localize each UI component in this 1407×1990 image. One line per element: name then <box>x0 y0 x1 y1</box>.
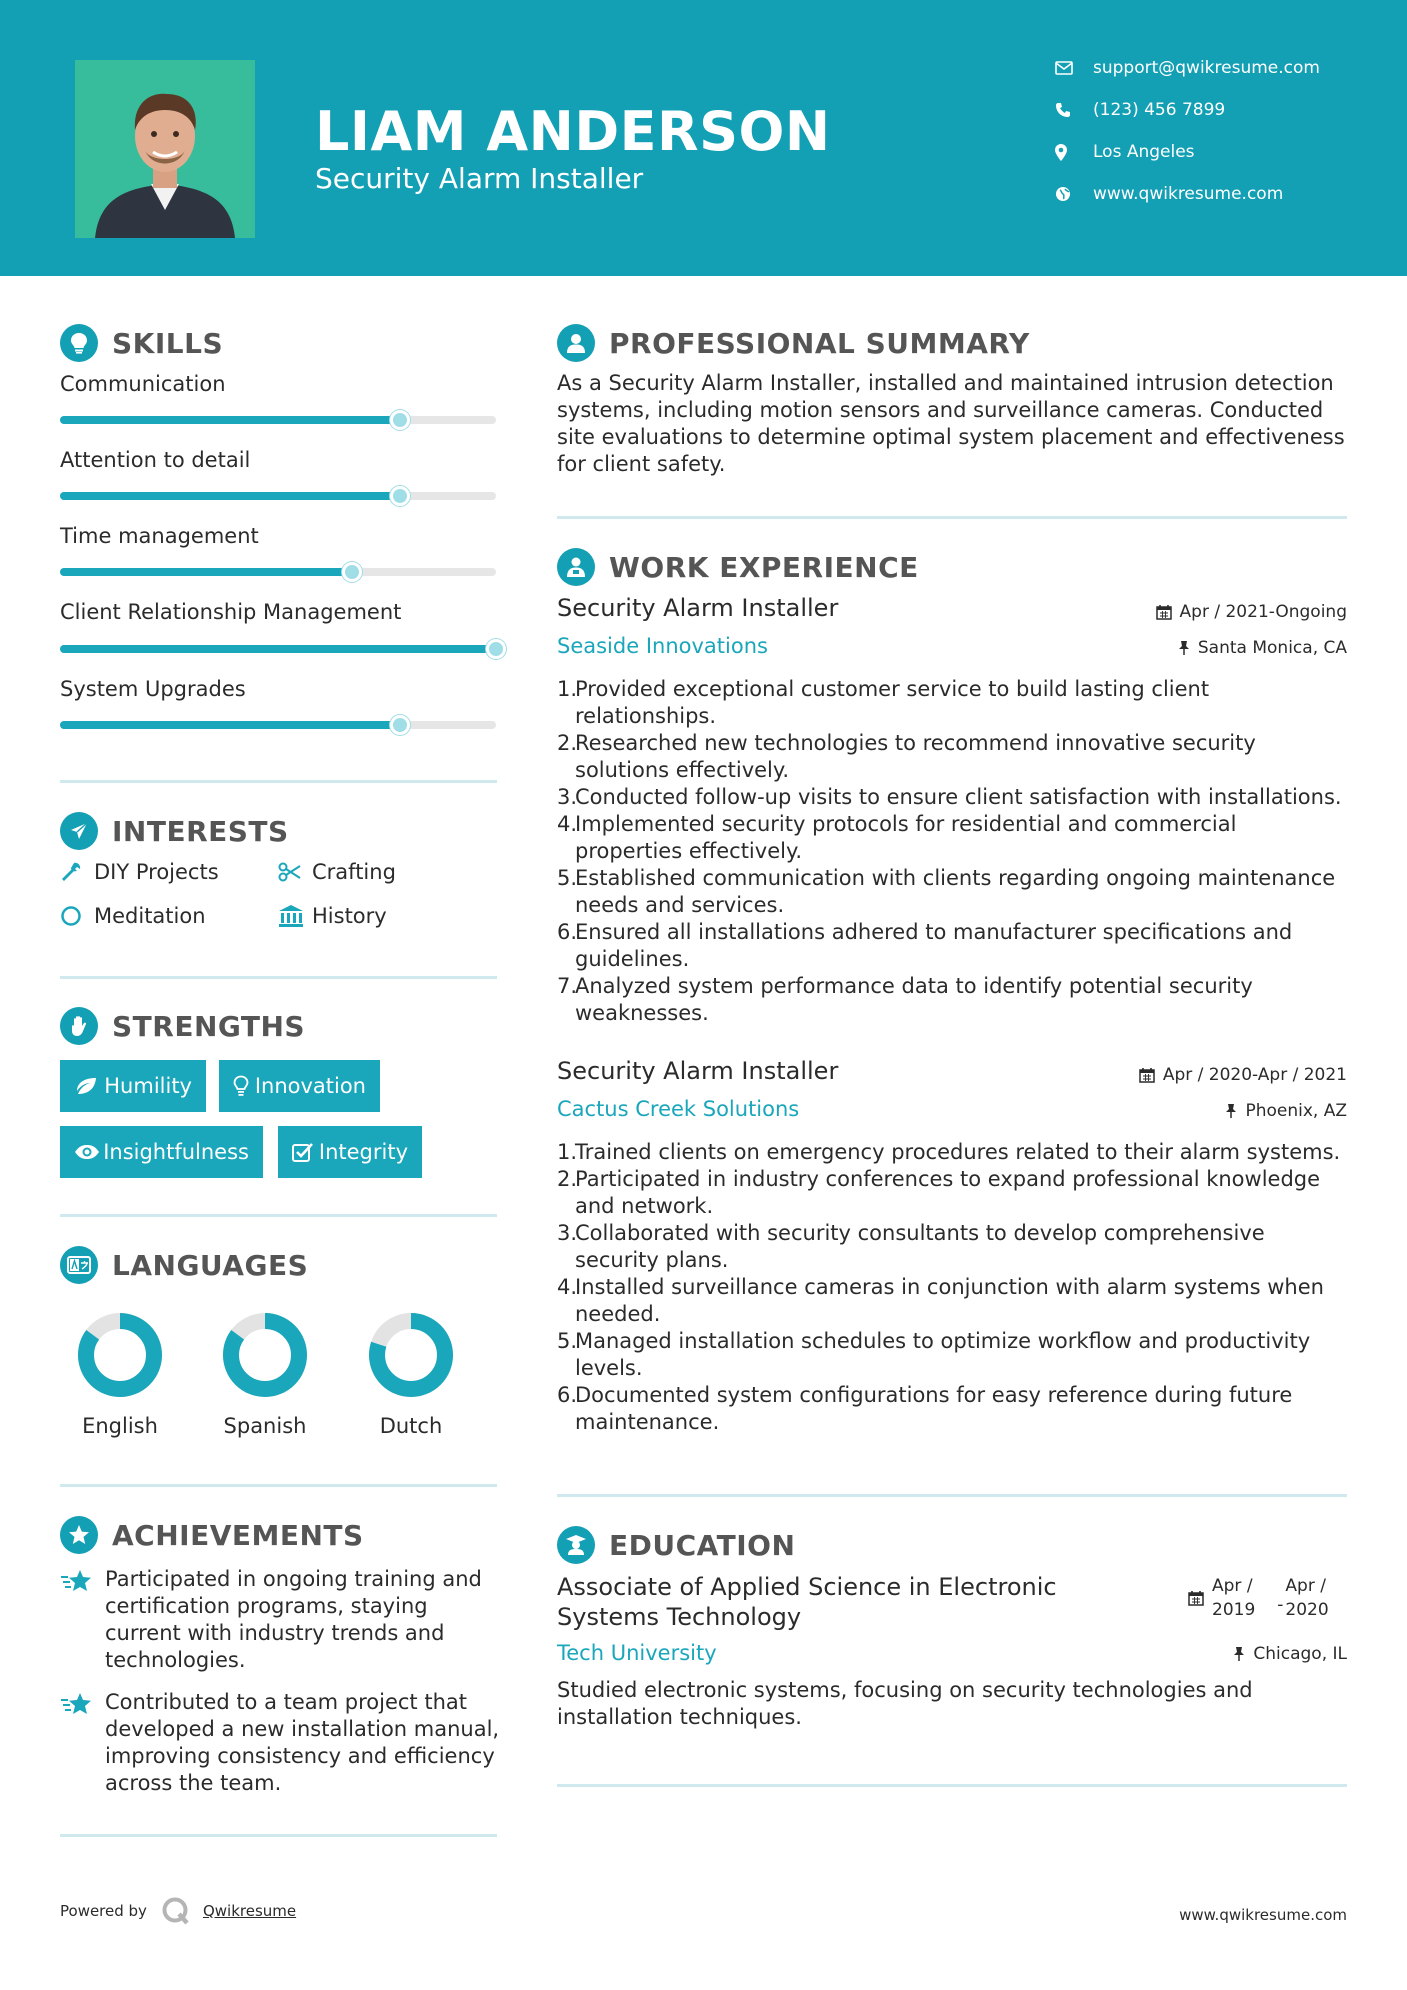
skill-bar-knob <box>390 410 410 430</box>
job-bullet: 6. Ensured all installations adhered to manufacturer specifications and guidelines. <box>557 920 1293 971</box>
candidate-title: Security Alarm Installer <box>315 162 644 195</box>
job-bullet: 4. Implemented security protocols for residential and commercial properties effectively. <box>557 812 1237 863</box>
contact-website-text: www.qwikresume.com <box>1093 184 1284 204</box>
phone-icon <box>1055 100 1085 120</box>
job-bullet: 6. Documented system configurations for easy reference during future maintenance. <box>557 1383 1293 1434</box>
briefcase-user-icon <box>557 548 595 586</box>
skill-label: Time management <box>60 524 259 548</box>
job-bullet: 2. Researched new technologies to recommend innovative security solutions effectively. <box>557 731 1256 782</box>
skill-bar-fill <box>60 568 352 576</box>
skill-bar-knob <box>486 639 506 659</box>
skill-bar <box>60 416 496 424</box>
section-divider <box>557 1494 1347 1497</box>
education-location <box>1233 1644 1347 1664</box>
strength-tag <box>60 1126 263 1178</box>
bank-icon <box>278 904 312 928</box>
language-label: Dutch <box>379 1414 443 1438</box>
achievement-item <box>60 1566 500 1674</box>
languages-heading <box>60 1246 308 1284</box>
star-icon <box>60 1689 105 1797</box>
job-date <box>1156 602 1347 622</box>
education-end: Apr / 2020 <box>1285 1576 1329 1620</box>
job-bullet: 4. Installed surveillance cameras in conjunction with alarm systems when needed. <box>557 1275 1324 1326</box>
circle-icon <box>60 905 94 927</box>
education-title: EDUCATION <box>609 1528 796 1562</box>
checkbox-icon <box>292 1142 319 1162</box>
contact-location <box>1055 142 1195 162</box>
job-date-text: Apr / 2021-Ongoing <box>1179 602 1347 622</box>
job-bullet: 3. Collaborated with security consultants to develop comprehensive security plans. <box>557 1221 1265 1272</box>
footer-powered-by <box>60 1896 296 1926</box>
user-icon <box>557 324 595 362</box>
skill-bar <box>60 721 496 729</box>
profile-photo <box>75 60 255 238</box>
job-company: Cactus Creek Solutions <box>557 1097 800 1121</box>
language-ring <box>366 1310 456 1400</box>
school-name: Tech University <box>557 1641 717 1665</box>
job-bullet: 3. Conducted follow-up visits to ensure client satisfaction with installations. <box>557 785 1342 809</box>
contact-email-text: support@qwikresume.com <box>1093 58 1320 78</box>
strength-tag <box>60 1060 206 1112</box>
strength-label: Insightfulness <box>103 1140 249 1164</box>
contact-email[interactable] <box>1055 58 1320 78</box>
job-company: Seaside Innovations <box>557 634 768 658</box>
job-location <box>1225 1101 1347 1121</box>
skill-label: System Upgrades <box>60 677 246 701</box>
job-bullet: 2. Participated in industry conferences to expand professional knowledge and network. <box>557 1167 1321 1218</box>
skill-bar <box>60 568 496 576</box>
qwikresume-link[interactable]: Qwikresume <box>202 1902 297 1920</box>
interest-item <box>60 860 219 884</box>
leaf-icon <box>74 1076 104 1096</box>
section-divider <box>60 780 497 783</box>
lightbulb-icon <box>60 324 98 362</box>
strength-label: Humility <box>104 1074 192 1098</box>
section-divider <box>60 1834 497 1837</box>
language-label: English <box>82 1414 158 1438</box>
contact-phone[interactable] <box>1055 100 1225 120</box>
strengths-heading <box>60 1007 305 1045</box>
pushpin-icon <box>1233 1646 1245 1662</box>
pushpin-icon <box>1225 1103 1237 1119</box>
job-title: Security Alarm Installer <box>557 1057 839 1085</box>
job-bullet: 5. Managed installation schedules to optimize workflow and productivity levels. <box>557 1329 1311 1380</box>
skill-bar <box>60 645 496 653</box>
job-location-text: Phoenix, AZ <box>1245 1101 1347 1121</box>
degree-line: Associate of Applied Science in Electronic <box>557 1573 1057 1601</box>
job-bullets <box>557 676 1347 1027</box>
calendar-icon <box>1156 604 1172 620</box>
strength-label: Integrity <box>318 1140 408 1164</box>
education-location-text: Chicago, IL <box>1253 1644 1347 1664</box>
summary-title: PROFESSIONAL SUMMARY <box>609 326 1030 360</box>
skill-bar-fill <box>60 492 400 500</box>
wrench-icon <box>60 861 94 883</box>
achievements-title: ACHIEVEMENTS <box>112 1518 364 1552</box>
language-label: Spanish <box>223 1414 307 1438</box>
strength-tag <box>278 1126 422 1178</box>
languages-title: LANGUAGES <box>112 1248 309 1282</box>
hand-icon <box>60 1007 98 1045</box>
language-ring <box>220 1310 310 1400</box>
job-title: Security Alarm Installer <box>557 594 839 622</box>
skill-bar-knob <box>390 715 410 735</box>
section-divider <box>60 976 497 979</box>
interest-label: Crafting <box>312 860 396 884</box>
interest-label: DIY Projects <box>94 860 219 884</box>
contact-phone-text: (123) 456 7899 <box>1093 100 1226 120</box>
interest-label: Meditation <box>94 904 206 928</box>
achievement-text: Contributed to a team project that developed a new installation manual, improving consistency and efficiency across the team. <box>105 1690 500 1795</box>
language-card-icon <box>60 1246 98 1284</box>
experience-title: WORK EXPERIENCE <box>609 550 919 584</box>
language-item <box>60 1310 180 1438</box>
language-item <box>205 1310 325 1438</box>
star-badge-icon <box>60 1516 98 1554</box>
paper-plane-icon <box>60 812 98 850</box>
strengths-title: STRENGTHS <box>112 1009 306 1043</box>
calendar-icon <box>1188 1590 1204 1606</box>
degree-line: Systems Technology <box>557 1603 802 1631</box>
education-description: Studied electronic systems, focusing on security technologies and installation techniques. <box>557 1678 1253 1729</box>
job-date-text: Apr / 2020-Apr / 2021 <box>1162 1065 1347 1085</box>
education-heading <box>557 1526 795 1564</box>
skill-bar-knob <box>342 562 362 582</box>
contact-website[interactable] <box>1055 184 1283 204</box>
interest-label: History <box>312 904 387 928</box>
skill-bar <box>60 492 496 500</box>
star-icon <box>60 1566 105 1674</box>
interest-item <box>278 904 387 928</box>
job-bullet: 7. Analyzed system performance data to identify potential security weaknesses. <box>557 974 1253 1025</box>
interests-heading <box>60 812 289 850</box>
education-date <box>1188 1574 1329 1622</box>
job-bullet: 1. Provided exceptional customer service to build lasting client relationships. <box>557 677 1210 728</box>
skill-bar-fill <box>60 645 496 653</box>
resume-header <box>0 0 1407 276</box>
footer-website[interactable]: www.qwikresume.com <box>1179 1906 1347 1924</box>
eye-icon <box>74 1144 103 1160</box>
section-divider <box>557 516 1347 519</box>
section-divider <box>557 1784 1347 1787</box>
skill-label: Client Relationship Management <box>60 600 402 624</box>
job-bullet: 5. Established communication with clients regarding ongoing maintenance needs and services. <box>557 866 1336 917</box>
envelope-icon <box>1055 58 1085 78</box>
skill-bar-fill <box>60 416 400 424</box>
candidate-name: LIAM ANDERSON <box>315 100 831 163</box>
skill-label: Attention to detail <box>60 448 251 472</box>
powered-by-text: Powered by <box>60 1902 147 1920</box>
section-divider <box>60 1484 497 1487</box>
achievement-text: Participated in ongoing training and certification programs, staying current with industry trends and technologies. <box>105 1567 482 1672</box>
interest-item <box>278 860 396 884</box>
skills-title: SKILLS <box>112 326 224 360</box>
education-start: Apr / 2019 <box>1212 1576 1256 1620</box>
strength-tag <box>219 1060 380 1112</box>
interests-title: INTERESTS <box>112 814 289 848</box>
job-bullet: 1. Trained clients on emergency procedures related to their alarm systems. <box>557 1140 1341 1164</box>
pushpin-icon <box>1178 640 1190 656</box>
skill-label: Communication <box>60 372 226 396</box>
strength-label: Innovation <box>254 1074 366 1098</box>
degree-title <box>557 1572 1057 1632</box>
experience-heading <box>557 548 919 586</box>
section-divider <box>60 1214 497 1217</box>
achievement-item <box>60 1689 500 1797</box>
summary-heading <box>557 324 1030 362</box>
skill-bar-fill <box>60 721 400 729</box>
job-location-text: Santa Monica, CA <box>1197 638 1347 658</box>
job-date <box>1139 1065 1347 1085</box>
map-pin-icon <box>1055 142 1085 162</box>
skill-bar-knob <box>390 486 410 506</box>
skills-heading <box>60 324 223 362</box>
globe-icon <box>1055 184 1085 204</box>
job-location <box>1178 638 1347 658</box>
qwikresume-logo-icon <box>161 1896 191 1926</box>
graduate-icon <box>557 1526 595 1564</box>
job-bullets <box>557 1139 1347 1436</box>
contact-location-text: Los Angeles <box>1093 142 1195 162</box>
language-ring <box>75 1310 165 1400</box>
summary-text: As a Security Alarm Installer, installed and maintained intrusion detection systems, including motion sensors and surveillance cameras. Conducted site evaluations to determine optimal system placement and effectiveness for client safety. <box>557 371 1345 476</box>
scissors-icon <box>278 862 312 882</box>
language-item <box>351 1310 471 1438</box>
interest-item <box>60 904 206 928</box>
lightbulb-icon <box>233 1075 255 1097</box>
date-dash: - <box>1277 1595 1284 1615</box>
achievements-heading <box>60 1516 364 1554</box>
calendar-icon <box>1139 1067 1155 1083</box>
